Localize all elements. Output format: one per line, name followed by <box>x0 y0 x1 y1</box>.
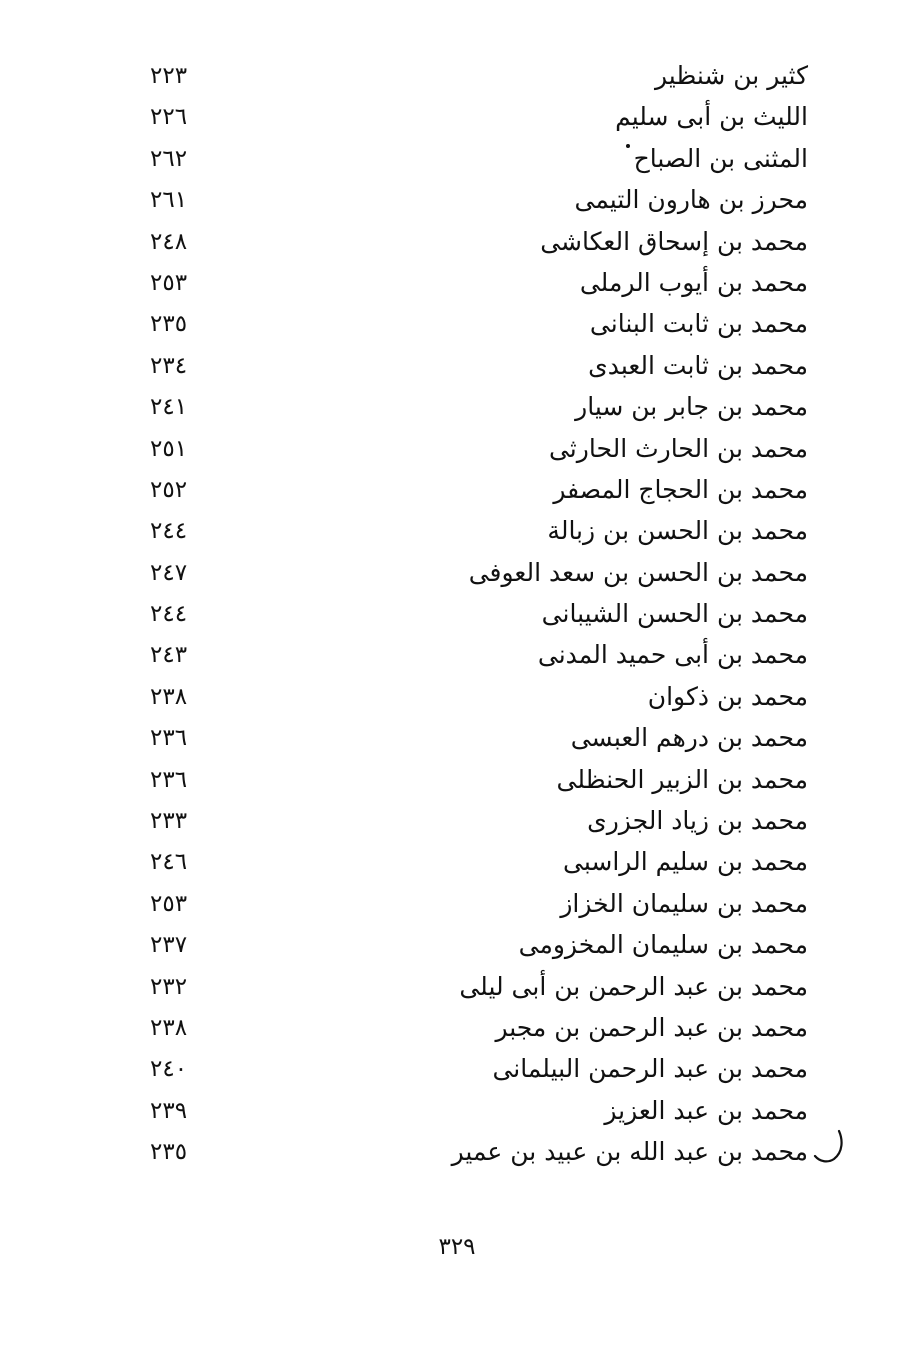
entry-page-number: ٢٤٤ <box>150 601 188 628</box>
entry-page-number: ٢٥١ <box>150 435 188 462</box>
entry-name: كثير بن شنظير <box>654 61 808 90</box>
entry-page-number: ٢٥٢ <box>150 476 188 503</box>
index-entry <box>0 387 914 428</box>
entry-name: محمد بن الحسن بن زبالة <box>547 516 808 546</box>
entry-page-number: ٢٤٨ <box>150 228 188 255</box>
entry-name: محمد بن درهم العبسى <box>570 723 808 753</box>
index-entry <box>0 1091 914 1132</box>
entry-name: محمد بن إسحاق العكاشى <box>540 226 808 256</box>
entry-page-number: ٢٤٤ <box>150 518 188 545</box>
entry-name: محمد بن الحسن الشيبانى <box>541 599 808 629</box>
index-entry <box>0 967 914 1008</box>
index-list <box>0 56 914 1174</box>
entry-page-number: ٢٥٣ <box>150 269 188 296</box>
entry-page-number: ٢٢٦ <box>150 104 188 131</box>
entry-page-number: ٢٣٩ <box>150 1097 188 1124</box>
entry-name: محمد بن الحسن بن سعد العوفى <box>468 557 808 587</box>
entry-name: المثنى بن الصباح <box>633 143 808 173</box>
entry-page-number: ٢٤١ <box>150 394 188 421</box>
entry-page-number: ٢٣٥ <box>150 311 188 338</box>
entry-page-number: ٢٥٣ <box>150 890 188 917</box>
index-entry <box>0 346 914 387</box>
index-entry <box>0 470 914 511</box>
index-entry <box>0 718 914 759</box>
entry-name: محمد بن الحجاج المصفر <box>553 474 808 504</box>
entry-name: محرز بن هارون التيمى <box>574 185 808 215</box>
entry-page-number: ٢٣٦ <box>150 766 188 793</box>
entry-name: محمد بن عبد الرحمن بن مجبر <box>495 1012 808 1042</box>
entry-name: محمد بن الزبير الحنظلى <box>556 764 808 794</box>
entry-page-number: ٢٢٣ <box>150 63 188 89</box>
index-entry <box>0 760 914 801</box>
entry-page-number: ٢٦١ <box>150 187 188 214</box>
index-entry <box>0 56 914 97</box>
index-entry <box>0 304 914 345</box>
entry-page-number: ٢٣٢ <box>150 973 188 1000</box>
entry-name: محمد بن سليمان المخزومى <box>518 930 808 960</box>
index-entry <box>0 511 914 552</box>
index-entry <box>0 884 914 925</box>
index-entry <box>0 263 914 304</box>
entry-name: محمد بن ثابت البنانى <box>589 309 808 339</box>
entry-page-number: ٢٤٠ <box>150 1056 188 1083</box>
entry-name: الليث بن أبى سليم <box>615 102 808 132</box>
index-entry <box>0 180 914 221</box>
entry-page-number: ٢٤٧ <box>150 559 188 586</box>
entry-page-number: ٢٦٢ <box>150 145 188 172</box>
index-entry <box>0 635 914 676</box>
entry-name: محمد بن سليم الراسبى <box>563 847 808 877</box>
entry-name: محمد بن سليمان الخزاز <box>560 888 808 918</box>
entry-name: محمد بن جابر بن سيار <box>575 392 808 422</box>
index-entry <box>0 97 914 138</box>
index-entry <box>0 222 914 263</box>
index-entry <box>0 1049 914 1090</box>
entry-name: محمد بن عبد الرحمن البيلمانى <box>492 1054 808 1084</box>
entry-page-number: ٢٤٣ <box>150 642 188 669</box>
entry-page-number: ٢٣٥ <box>150 1139 188 1166</box>
entry-page-number: ٢٣٦ <box>150 725 188 752</box>
entry-name: محمد بن زياد الجزرى <box>587 806 808 836</box>
page-number: ٣٢٩ <box>438 1234 476 1260</box>
index-entry <box>0 429 914 470</box>
entry-name: محمد بن ذكوان <box>647 681 808 711</box>
index-entry <box>0 553 914 594</box>
index-entry <box>0 801 914 842</box>
entry-page-number: ٢٣٧ <box>150 932 188 959</box>
entry-page-number: ٢٤٦ <box>150 849 188 876</box>
entry-name: محمد بن أبى حميد المدنى <box>537 640 808 670</box>
index-entry <box>0 1132 914 1173</box>
entry-name: محمد بن عبد العزيز <box>604 1095 808 1125</box>
index-entry <box>0 925 914 966</box>
entry-name: محمد بن أيوب الرملى <box>579 267 808 297</box>
entry-page-number: ٢٣٨ <box>150 1014 188 1041</box>
entry-name: محمد بن عبد الرحمن بن أبى ليلى <box>459 971 808 1001</box>
margin-check-mark-icon <box>812 1128 846 1164</box>
entry-page-number: ٢٣٨ <box>150 683 188 710</box>
entry-name: محمد بن عبد الله بن عبيد بن عمير <box>451 1137 808 1167</box>
entry-page-number: ٢٣٤ <box>150 352 188 379</box>
index-entry <box>0 1008 914 1049</box>
entry-page-number: ٢٣٣ <box>150 808 188 835</box>
entry-name: محمد بن الحارث الحارثى <box>548 433 808 463</box>
index-entry <box>0 842 914 883</box>
index-entry <box>0 594 914 635</box>
entry-name: محمد بن ثابت العبدى <box>588 350 808 380</box>
index-entry <box>0 677 914 718</box>
ink-dot <box>626 144 630 148</box>
index-entry <box>0 139 914 180</box>
